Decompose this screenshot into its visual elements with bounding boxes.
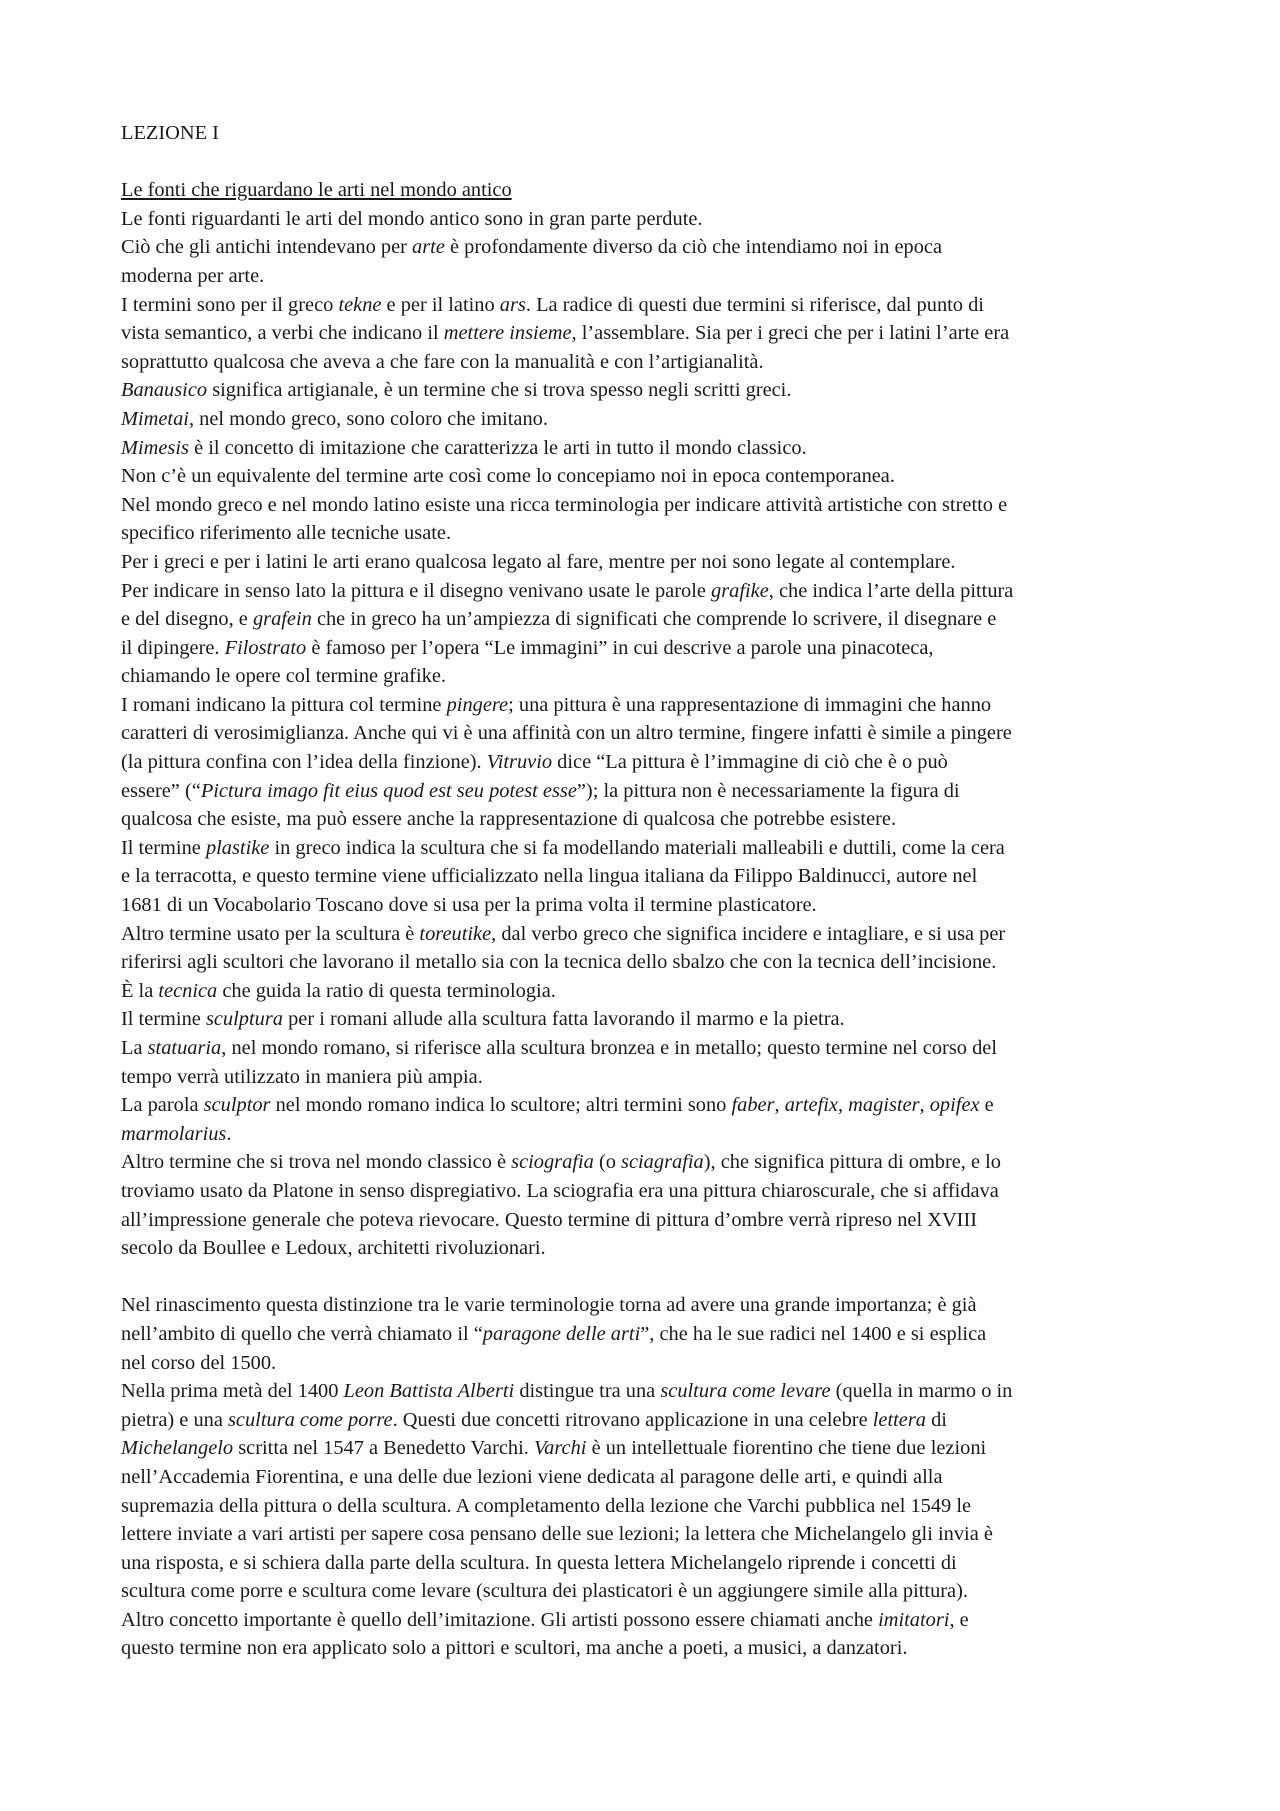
text-run: Nel rinascimento questa distinzione tra le varie terminologie torna ad avere una grande importanza; è già (121, 1294, 977, 1317)
text-run: essere” (“ (121, 779, 201, 802)
text-run: distingue tra una (514, 1380, 661, 1403)
text-run: nell’ambito di quello che verrà chiamato il “ (121, 1322, 483, 1345)
text-run: ”); la pittura non è necessariamente la figura di (576, 779, 960, 802)
text-line (121, 462, 1171, 491)
text-run: lettere inviate a vari artisti per sapere cosa pensano delle sue lezioni; la lettera che Michelangelo gli invia è (121, 1523, 993, 1546)
text-run: di (925, 1408, 947, 1431)
text-line (121, 1320, 1171, 1349)
italic-term: mettere insieme (443, 322, 572, 345)
text-line (121, 319, 1171, 348)
italic-term: sculptor (203, 1094, 271, 1117)
text-run: tempo verrà utilizzato in maniera più ampia. (121, 1065, 483, 1088)
text-run: secolo da Boullee e Ledoux, architetti rivoluzionari. (121, 1237, 546, 1260)
blank-line (121, 1263, 1171, 1292)
text-line (121, 291, 1171, 320)
italic-term: sciografia (511, 1151, 594, 1174)
text-run: il dipingere. (121, 636, 225, 659)
text-run: Le fonti riguardanti le arti del mondo antico sono in gran parte perdute. (121, 207, 703, 230)
italic-term: toreutike (419, 922, 492, 945)
text-run: ), che significa pittura di ombre, e lo (703, 1151, 1002, 1174)
italic-term: tecnica (158, 979, 218, 1002)
text-run: nell’Accademia Fiorentina, e una delle due lezioni viene dedicata al paragone delle arti, e quindi alla (121, 1465, 943, 1488)
italic-term: ars (499, 293, 526, 316)
text-line (121, 1349, 1171, 1378)
text-line (121, 920, 1171, 949)
text-line (121, 777, 1171, 806)
text-line (121, 491, 1171, 520)
text-line (121, 662, 1171, 691)
italic-term: Filostrato (224, 636, 307, 659)
text-line (121, 805, 1171, 834)
text-run: Per i greci e per i latini le arti erano qualcosa legato al fare, mentre per noi sono legate al contemplare. (121, 550, 956, 573)
text-run: Altro concetto importante è quello dell’imitazione. Gli artisti possono essere chiamati anche (121, 1608, 879, 1631)
text-line (121, 262, 1171, 291)
text-line (121, 834, 1171, 863)
text-run: e del disegno, e (121, 608, 253, 631)
text-run: ; una pittura è una rappresentazione di immagini che hanno (508, 693, 992, 716)
italic-term: scultura come levare (660, 1380, 831, 1403)
text-line (121, 405, 1171, 434)
text-run: Il termine (121, 836, 206, 859)
italic-term: scultura come porre (228, 1408, 393, 1431)
italic-term: pingere (446, 693, 509, 716)
text-run: è famoso per l’opera “Le immagini” in cui descrive a parole una pinacoteca, (306, 636, 934, 659)
text-run: , l’assemblare. Sia per i greci che per i latini l’arte era (571, 322, 1010, 345)
italic-term: statuaria (147, 1037, 222, 1059)
text-run: È la (121, 979, 159, 1002)
text-line (121, 891, 1171, 920)
text-line (121, 1148, 1171, 1177)
text-line (121, 577, 1171, 606)
text-run: in greco indica la scultura che si fa modellando materiali malleabili e duttili, come la cera (269, 836, 1005, 859)
text-run: nel mondo romano indica lo scultore; altri termini sono (270, 1094, 732, 1117)
text-line (121, 434, 1171, 463)
text-line (121, 1063, 1171, 1092)
text-run: pietra) e una (121, 1408, 228, 1431)
italic-term: sciagrafia (621, 1151, 704, 1174)
text-run: ”, che ha le sue radici nel 1400 e si esplica (640, 1322, 987, 1345)
italic-term: marmolarius (121, 1122, 227, 1145)
text-line (121, 548, 1171, 577)
text-run: scritta nel 1547 a Benedetto Varchi. (233, 1437, 534, 1460)
text-run: . Questi due concetti ritrovano applicazione in una celebre (392, 1408, 873, 1431)
document-subtitle: Le fonti che riguardano le arti nel mondo antico (121, 179, 512, 202)
text-run: e la terracotta, e questo termine viene ufficializzato nella lingua italiana da Filippo Baldinucci, autore nel (121, 865, 978, 888)
italic-term: Pictura imago fit eius quod est seu potest esse (200, 779, 577, 802)
text-run: (la pittura confina con l’idea della finzione). (121, 751, 487, 774)
text-line (121, 977, 1171, 1006)
italic-term: plastike (205, 836, 270, 859)
text-run: è un intellettuale fiorentino che tiene due lezioni (586, 1437, 987, 1460)
italic-term: Varchi (533, 1437, 587, 1460)
italic-term: tekne (338, 293, 382, 316)
text-run: La (121, 1037, 148, 1059)
italic-term: grafike (711, 579, 769, 602)
text-run: , e (949, 1608, 969, 1631)
text-run: e (979, 1094, 994, 1117)
text-run: e per il latino (381, 293, 500, 316)
text-run: nel corso del 1500. (121, 1351, 277, 1374)
text-line (121, 1177, 1171, 1206)
document-heading: LEZIONE I (121, 122, 219, 144)
document-body (121, 205, 1171, 1663)
text-run: significa artigianale, è un termine che si trova spesso negli scritti greci. (207, 379, 792, 402)
italic-term: paragone delle arti (482, 1322, 641, 1345)
text-line (121, 519, 1171, 548)
text-run: , (774, 1094, 785, 1117)
text-run: scultura come porre e scultura come levare (scultura dei plasticatori è un aggiungere simile alla pittura). (121, 1580, 968, 1603)
text-run: è profondamente diverso da ciò che intendiamo noi in epoca (444, 236, 943, 259)
text-run: che in greco ha un’ampiezza di significati che comprende lo scrivere, il disegnare e (311, 608, 997, 631)
text-run: Il termine (121, 1008, 206, 1031)
text-run: Altro termine che si trova nel mondo classico è (121, 1151, 512, 1174)
text-run: per i romani allude alla scultura fatta lavorando il marmo e la pietra. (282, 1008, 845, 1031)
italic-term: magister (848, 1094, 920, 1117)
text-run: chiamando le opere col termine grafike. (121, 665, 446, 688)
text-line (121, 1549, 1171, 1578)
text-line (121, 719, 1171, 748)
text-run: Non c’è un equivalente del termine arte così come lo concepiamo noi in epoca contemporanea. (121, 465, 895, 488)
text-run: , che indica l’arte della pittura (768, 579, 1014, 602)
italic-term: Mimesis (121, 436, 189, 459)
text-run: , nel mondo romano, si riferisce alla scultura bronzea e in metallo; questo termine nel corso del (221, 1037, 997, 1059)
text-run: , (837, 1094, 849, 1117)
text-line (121, 1606, 1171, 1635)
italic-term: Vitruvio (486, 751, 553, 774)
text-run: specifico riferimento alle tecniche usate. (121, 522, 452, 545)
text-run: . (226, 1122, 232, 1145)
text-run: , dal verbo greco che significa incidere e intagliare, e si usa per (491, 922, 1006, 945)
italic-term: opifex (929, 1094, 980, 1117)
italic-term: arte (412, 236, 445, 259)
text-line (121, 1291, 1171, 1320)
text-line (121, 376, 1171, 405)
text-run: Nel mondo greco e nel mondo latino esiste una ricca terminologia per indicare attività artistiche con stretto e (121, 493, 1008, 516)
text-line (121, 1463, 1171, 1492)
text-run: . La radice di questi due termini si riferisce, dal punto di (525, 293, 984, 316)
text-line (121, 1434, 1171, 1463)
text-line (121, 862, 1171, 891)
text-run: dice “La pittura è l’immagine di ciò che è o può (552, 751, 948, 774)
italic-term: artefix (784, 1094, 838, 1117)
text-line (121, 1234, 1171, 1263)
text-run: è il concetto di imitazione che caratterizza le arti in tutto il mondo classico. (188, 436, 807, 459)
italic-term: sculptura (205, 1008, 283, 1031)
text-run: , nel mondo greco, sono coloro che imitano. (188, 407, 548, 430)
italic-term: grafein (252, 608, 312, 631)
text-run: moderna per arte. (121, 264, 265, 287)
text-run: (quella in marmo o in (830, 1380, 1013, 1403)
text-line (121, 1577, 1171, 1606)
italic-term: lettera (872, 1408, 926, 1431)
text-run: all’impressione generale che poteva rievocare. Questo termine di pittura d’ombre verrà ripreso nel XVIII (121, 1208, 978, 1231)
text-line (121, 948, 1171, 977)
text-line (121, 1120, 1171, 1149)
text-line (121, 1091, 1171, 1120)
text-run: , (919, 1094, 930, 1117)
italic-term: Leon Battista Alberti (343, 1380, 515, 1403)
text-line (121, 233, 1171, 262)
text-run: vista semantico, a verbi che indicano il (121, 322, 444, 345)
text-run: Nella prima metà del 1400 (121, 1380, 344, 1403)
text-line (121, 1377, 1171, 1406)
italic-term: faber (731, 1094, 775, 1117)
text-run: Per indicare in senso lato la pittura e il disegno venivano usate le parole (121, 579, 712, 602)
text-line (121, 1034, 1171, 1063)
text-run: La parola (121, 1094, 204, 1117)
text-line (121, 748, 1171, 777)
text-line (121, 1492, 1171, 1521)
text-run: 1681 di un Vocabolario Toscano dove si usa per la prima volta il termine plasticatore. (121, 894, 817, 917)
text-line (121, 1634, 1171, 1663)
text-line (121, 605, 1171, 634)
text-run: I termini sono per il greco (121, 293, 339, 316)
text-run: caratteri di verosimiglianza. Anche qui vi è una affinità con un altro termine, fingere infatti è simile a pingere (121, 722, 1012, 745)
text-line (121, 1206, 1171, 1235)
text-run: soprattutto qualcosa che aveva a che fare con la manualità e con l’artigianalità. (121, 350, 764, 373)
text-run: che guida la ratio di questa terminologia. (217, 979, 556, 1002)
blank-line (121, 148, 1171, 177)
text-run: questo termine non era applicato solo a pittori e scultori, ma anche a poeti, a musici, a danzatori. (121, 1637, 908, 1660)
text-line (121, 205, 1171, 234)
text-line (121, 691, 1171, 720)
text-line (121, 1406, 1171, 1435)
text-run: Altro termine usato per la scultura è (121, 922, 420, 945)
text-run: una risposta, e si schiera dalla parte della scultura. In questa lettera Michelangelo riprende i concetti di (121, 1551, 957, 1574)
text-run: (o (593, 1151, 622, 1174)
document-page (121, 119, 1171, 1663)
italic-term: imitatori (878, 1608, 950, 1631)
text-run: supremazia della pittura o della scultura. A completamento della lezione che Varchi pubblica nel 1549 le (121, 1494, 972, 1517)
italic-term: Banausico (121, 379, 208, 402)
text-run: qualcosa che esiste, ma può essere anche la rappresentazione di qualcosa che potrebbe esistere. (121, 808, 897, 831)
text-line (121, 348, 1171, 377)
italic-term: Mimetai (121, 407, 189, 430)
text-line (121, 1520, 1171, 1549)
text-line (121, 1005, 1171, 1034)
text-run: I romani indicano la pittura col termine (121, 693, 447, 716)
text-line (121, 634, 1171, 663)
text-run: Ciò che gli antichi intendevano per (121, 236, 413, 259)
text-run: riferirsi agli scultori che lavorano il metallo sia con la tecnica dello sbalzo che con la tecnica dell’incisione. (121, 951, 997, 974)
text-run: troviamo usato da Platone in senso dispregiativo. La sciografia era una pittura chiaroscurale, che si affidava (121, 1179, 999, 1202)
italic-term: Michelangelo (121, 1437, 234, 1460)
